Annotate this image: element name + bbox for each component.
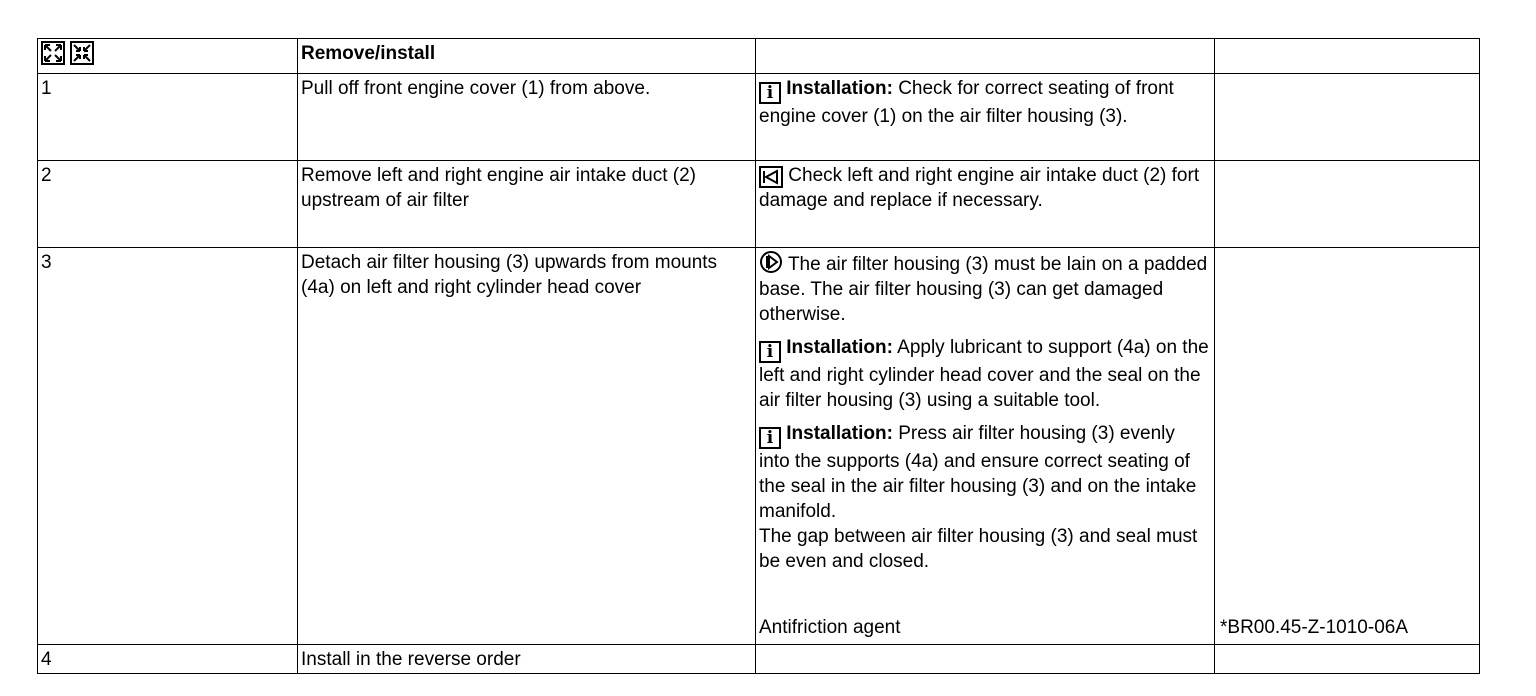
collapse-arrows-icon	[70, 41, 94, 65]
table-row	[38, 248, 1480, 645]
step-number: 4	[38, 645, 298, 674]
step-number: 3	[38, 248, 298, 645]
table-row	[38, 74, 1480, 161]
step-reference	[1215, 161, 1480, 248]
note-paragraph	[759, 163, 1210, 213]
reference-code: *BR00.45-Z-1010-06A	[1220, 617, 1408, 638]
step-number: 1	[38, 74, 298, 161]
step-notes	[756, 645, 1215, 674]
note-text: Press air filter housing (3) evenly into the supports (4a) and ensure correct seating of the seal in the air filter housing (3) and on the intake manifold.	[759, 423, 1197, 522]
header-empty-cell	[1215, 39, 1480, 74]
note-text: Apply lubricant to support (4a) on the left and right cylinder head cover and the seal on the air filter housing (3) using a suitable tool.	[759, 337, 1209, 411]
table-header-row	[38, 39, 1480, 74]
note-text: Check for correct seating of front engine cover (1) on the air filter housing (3).	[759, 78, 1174, 127]
expand-arrows-icon	[41, 41, 65, 65]
note-label: Installation:	[786, 78, 893, 99]
info-icon: i	[759, 427, 781, 449]
note-paragraph	[759, 250, 1210, 327]
material-label: Antifriction agent	[759, 617, 901, 638]
note-label: Installation:	[786, 337, 893, 358]
step-action: Pull off front engine cover (1) from above.	[298, 74, 756, 161]
step-number: 2	[38, 161, 298, 248]
step-action: Detach air filter housing (3) upwards from mounts (4a) on left and right cylinder head cover	[298, 248, 756, 645]
note-label: Installation:	[786, 423, 893, 444]
step-action: Install in the reverse order	[298, 645, 756, 674]
note-text: The air filter housing (3) must be lain on a padded base. The air filter housing (3) can get damaged otherwise.	[759, 254, 1208, 325]
note-paragraph: The gap between air filter housing (3) and seal must be even and closed.	[759, 526, 1198, 572]
notice-icon	[759, 250, 783, 274]
check-icon	[759, 166, 783, 188]
table-row	[38, 161, 1480, 248]
step-notes	[756, 161, 1215, 248]
note-text: Check left and right engine air intake duct (2) fort damage and replace if necessary.	[759, 165, 1200, 211]
header-title: Remove/install	[298, 39, 756, 74]
note-paragraph	[759, 421, 1210, 524]
step-reference	[1215, 74, 1480, 161]
step-notes	[756, 248, 1215, 645]
header-icons-cell	[38, 39, 298, 74]
note-paragraph	[759, 335, 1210, 413]
info-icon: i	[759, 82, 781, 104]
header-empty-cell	[756, 39, 1215, 74]
step-reference	[1215, 645, 1480, 674]
procedure-table	[37, 38, 1480, 674]
info-icon: i	[759, 341, 781, 363]
step-notes	[756, 74, 1215, 161]
step-reference	[1215, 248, 1480, 645]
note-paragraph	[759, 76, 1210, 129]
step-action: Remove left and right engine air intake duct (2) upstream of air filter	[298, 161, 756, 248]
table-row	[38, 645, 1480, 674]
